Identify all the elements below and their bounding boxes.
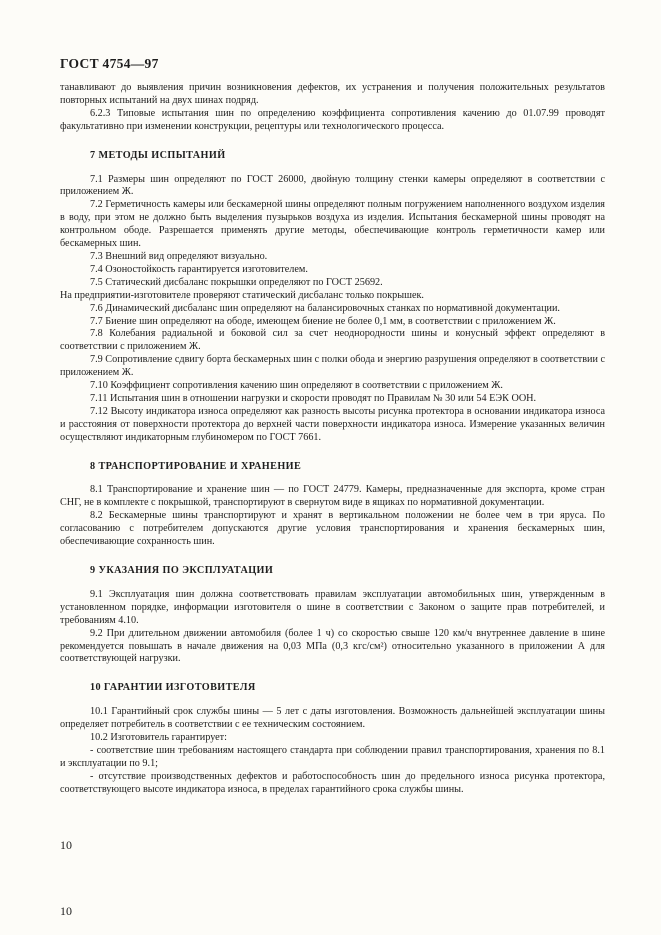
paragraph-8-2: 8.2 Бескамерные шины транспортируют и хранят в вертикальном положении не более чем в три яруса. По согласованию с потребителем допускаются другие условия транспортирования и хранения бескамерных шин, обеспечивающие сохранность шин. xyxy=(60,510,605,548)
paragraph-7-8: 7.8 Колебания радиальной и боковой сил за счет неоднородности шины и конусный эффект определяют в соответствии с приложением Ж. xyxy=(60,328,605,353)
page-number: 10 xyxy=(60,838,72,852)
section-8-title: 8 ТРАНСПОРТИРОВАНИЕ И ХРАНЕНИЕ xyxy=(90,460,302,472)
paragraph-10-1: 10.1 Гарантийный срок службы шины — 5 лет с даты изготовления. Возможность дальнейшей эксплуатации шины определяет потребитель в соответствии с ее техническим состоянием. xyxy=(60,706,605,731)
paragraph-7-7: 7.7 Биение шин определяют на ободе, имеющем биение не более 0,1 мм, в соответствии с приложением Ж. xyxy=(90,315,556,327)
paragraph-7-9: 7.9 Сопротивление сдвигу борта бескамерных шин с полки обода и энергию разрушения определяют в соответствии с приложением Ж. xyxy=(60,354,605,379)
paragraph-10-2: 10.2 Изготовитель гарантирует: xyxy=(90,732,227,744)
paragraph-10-2-item-1: - соответствие шин требованиям настоящего стандарта при соблюдении правил транспортирования, хранения по 8.1 и эксплуатации по 9.1; xyxy=(60,744,605,769)
paragraph-7-2: 7.2 Герметичность камеры или бескамерной шины определяют полным погружением наполненного воздухом изделия в воду, при этом не должно быть выделения пузырьков воздуха из изделия. Испытания бескамерной шины проводят на контрольном ободе. Разрешается применять другие методы, обеспечивающие контроль герметичности камер или бескамерных шин. xyxy=(60,199,605,250)
paragraph-10-2-item-2: - отсутствие производственных дефектов и работоспособность шин до предельного износа рисунка протектора, соответствующего высоте индикатора износа, в пределах гарантийного срока службы шины. xyxy=(60,770,605,795)
paragraph-intro-continuation: танавливают до выявления причин возникновения дефектов, их устранения и получения положительных результатов повторных испытаний на двух шинах подряд. xyxy=(60,82,605,106)
paragraph-7-11: 7.11 Испытания шин в отношении нагрузки и скорости проводят по Правилам № 30 или 54 ЕЭК ООН. xyxy=(90,392,537,404)
section-10-title: 10 ГАРАНТИИ ИЗГОТОВИТЕЛЯ xyxy=(90,682,256,694)
paragraph-9-1: 9.1 Эксплуатация шин должна соответствовать правилам эксплуатации автомобильных шин, утвержденным в установленном порядке, информации изготовителя о шине в соответствии с Законом о защите прав потребителей, и требованиям 4.10. xyxy=(60,588,605,626)
paragraph-9-2: 9.2 При длительном движении автомобиля (более 1 ч) со скоростью свыше 120 км/ч внутреннее давление в шине рекомендуется повышать в начале движения на 0,03 МПа (0,3 кгс/см²) относительно указанного в приложении А для соответствующей нагрузки. xyxy=(60,627,605,665)
paragraph-7-6: 7.6 Динамический дисбаланс шин определяют на балансировочных станках по нормативной документации. xyxy=(90,302,560,314)
paragraph-7-5-note: На предприятии-изготовителе проверяют статический дисбаланс только покрышек. xyxy=(60,289,424,301)
document-header: ГОСТ 4754—97 xyxy=(60,56,159,71)
paragraph-7-12: 7.12 Высоту индикатора износа определяют как разность высоты рисунка протектора в основании индикатора износа и расстояния от поверхности протектора до верхней части поверхности индикатора износа. Измерение указанных величин осуществляют индикаторным глубиномером по ГОСТ 7661. xyxy=(60,405,605,443)
paragraph-7-10: 7.10 Коэффициент сопротивления качению шин определяют в соответствии с приложением Ж. xyxy=(90,380,503,392)
paragraph-7-1: 7.1 Размеры шин определяют по ГОСТ 26000, двойную толщину стенки камеры определяют в соответствии с приложением Ж. xyxy=(60,173,605,198)
paragraph-7-4: 7.4 Озоностойкость гарантируется изготовителем. xyxy=(90,263,308,275)
page-number-bottom: 10 xyxy=(60,904,72,918)
paragraph-6-2-3: 6.2.3 Типовые испытания шин по определению коэффициента сопротивления качению до 01.07.99 проводят факультативно при изменении конструкции, рецептуры или технологического процесса. xyxy=(60,107,605,132)
document-body xyxy=(60,82,605,797)
paragraph-7-5: 7.5 Статический дисбаланс покрышки определяют по ГОСТ 25692. xyxy=(90,276,383,288)
paragraph-8-1: 8.1 Транспортирование и хранение шин — по ГОСТ 24779. Камеры, предназначенные для экспорта, кроме стран СНГ, не в комплекте с покрышкой, транспортируют в свернутом виде в ящиках по нормативной документации. xyxy=(60,484,605,509)
section-7-title: 7 МЕТОДЫ ИСПЫТАНИЙ xyxy=(90,149,226,161)
section-9-title: 9 УКАЗАНИЯ ПО ЭКСПЛУАТАЦИИ xyxy=(90,565,274,576)
paragraph-7-3: 7.3 Внешний вид определяют визуально. xyxy=(90,250,268,262)
